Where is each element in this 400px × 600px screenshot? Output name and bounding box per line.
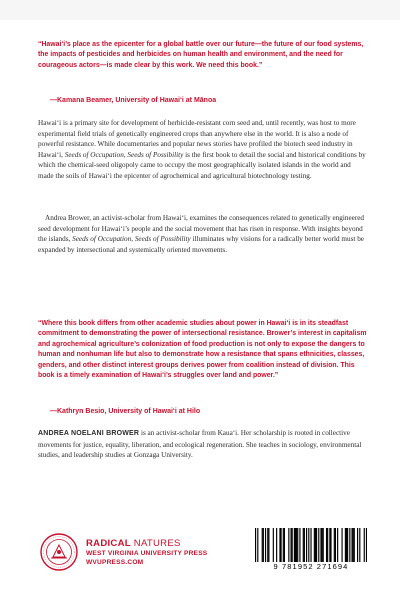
author-bio xyxy=(38,428,368,461)
barcode-bar xyxy=(320,528,321,562)
barcode-bar xyxy=(359,528,360,562)
barcode-bar xyxy=(335,528,336,562)
description-text: Hawai‘i is a primary site for development of herbicide-resistant corn seed and, until recently, was host to more experimental field trials of genetically engineered crops than anywhere else in the world. It is also a node of powerful resistance. While documentaries and popular news stories have profiled the biotech seed industry in Hawai‘i, xyxy=(38,119,356,159)
barcode-bar xyxy=(330,528,331,562)
barcode-bar xyxy=(267,528,268,562)
barcode-bar xyxy=(323,528,324,562)
barcode-bar xyxy=(345,528,346,562)
barcode-bar xyxy=(354,528,355,562)
barcode-bar xyxy=(295,528,296,562)
barcode-bar xyxy=(303,528,304,562)
barcode-bar xyxy=(294,528,295,562)
blurb-attribution-2: —Kathryn Besio, University of Hawai‘i at Hilo xyxy=(50,408,201,415)
description-text: Andrea Brower, an activist-scholar from Hawai‘i, examines the consequences related to genetically engineered seed development for Hawai‘i’s people and the social movement that has risen in response. With insights beyond the islands, xyxy=(38,214,365,244)
barcode-bar xyxy=(279,528,280,562)
barcode-bar xyxy=(281,528,282,562)
author-name: ANDREA NOELANI BROWER xyxy=(38,430,140,437)
barcode-bar xyxy=(346,528,347,562)
barcode-bar xyxy=(364,528,365,562)
publisher-url: WVUPRESS.COM xyxy=(86,559,144,566)
barcode-bar xyxy=(292,528,293,562)
barcode-bar xyxy=(315,528,316,562)
barcode-bar xyxy=(349,528,350,562)
author-bio-text: is an activist-scholar from Kaua‘i. Her scholarship is rooted in collective movements for justice, equality, liberation, and ecological regeneration. She teaches in sociology, environmental studies, and leadership studies at Gonzaga University. xyxy=(38,429,362,460)
description-paragraph-2 xyxy=(38,213,368,255)
barcode-bar xyxy=(334,528,335,562)
barcode-bar xyxy=(316,528,317,562)
wvu-press-seal-icon xyxy=(40,533,78,571)
barcode-bar xyxy=(276,528,277,562)
barcode-bar xyxy=(288,528,289,562)
barcode-bar xyxy=(351,528,352,562)
top-band xyxy=(0,0,400,20)
barcode-bar xyxy=(310,528,311,562)
barcode-bar xyxy=(347,528,348,562)
series-name: RADICAL NATURES xyxy=(86,538,181,549)
barcode-bar xyxy=(296,528,297,562)
barcode-bar xyxy=(322,528,323,562)
barcode-bar xyxy=(366,528,367,562)
publisher-imprint xyxy=(86,538,207,567)
barcode-bar xyxy=(265,528,266,562)
isbn-digits: 9 781952 271694 xyxy=(255,562,367,571)
barcode-bar xyxy=(337,528,338,562)
barcode-bar xyxy=(329,528,330,562)
blurb-attribution-1: —Kamana Beamer, University of Hawai‘i at Mānoa xyxy=(50,97,217,104)
book-title-ref: Seeds of Occupation, Seeds of Possibility xyxy=(72,235,191,244)
barcode-bar xyxy=(304,528,305,562)
barcode-bar xyxy=(327,528,328,562)
barcode-bar xyxy=(326,528,327,562)
book-title-ref: Seeds of Occupation, Seeds of Possibility xyxy=(64,150,184,159)
barcode-bar xyxy=(318,528,319,562)
barcode-bar xyxy=(283,528,284,562)
barcode-bar xyxy=(268,528,269,562)
barcode-bar xyxy=(314,528,315,562)
barcode-bar xyxy=(290,528,291,562)
barcode-bar xyxy=(357,528,358,562)
barcode-bar xyxy=(257,528,258,562)
blurb-quote-1: “Hawai‘i’s place as the epicenter for a global battle over our future—the future of our food systems, the impacts of pesticides and herbicides on human health and environment, and the need for courageous actors—is made clear by this work. We need this book.” xyxy=(38,41,364,69)
description-paragraph-1 xyxy=(38,118,368,182)
publisher-name: WEST VIRGINIA UNIVERSITY PRESS xyxy=(86,550,208,557)
blurb-quote-2: “Where this book differs from other academic studies about power in Hawai‘i is in its steadfast commitment to demonstrating the power of intersectional resistance. Brower’s interest in capitalism and agrochemical agriculture’s colonization of food production is not only to expose the dangers to human and nonhuman life but also to demonstrate how a resistance that spans ethnicities, classes, genders, and other distinct interest groups derives power from coalition instead of division. This book is a timely examination of Hawai‘i’s struggles over land and power.” xyxy=(38,320,367,380)
barcode-bar xyxy=(308,528,309,562)
barcode-bar xyxy=(353,528,354,562)
barcode-bar xyxy=(297,528,298,562)
description-text: illuminates why visions for a radically better world must be expanded by intersectional and systemically oriented movements. xyxy=(38,235,364,254)
barcode-bar xyxy=(273,528,274,562)
barcode-bar xyxy=(341,528,342,562)
barcode-bar xyxy=(255,528,256,562)
description-text: is the first book to detail the social and historical conditions by which the chemical-seed oligopoly came to occupy the most geographically isolated islands in the world and made the soils of Hawai‘i the epicenter of agrochemical and agricultural biotechnology testing. xyxy=(38,150,366,180)
barcode-bar xyxy=(262,528,263,562)
barcode-bar xyxy=(306,528,307,562)
barcode-bar xyxy=(263,528,264,562)
barcode-bar xyxy=(284,528,285,562)
barcode-bar xyxy=(299,528,300,562)
